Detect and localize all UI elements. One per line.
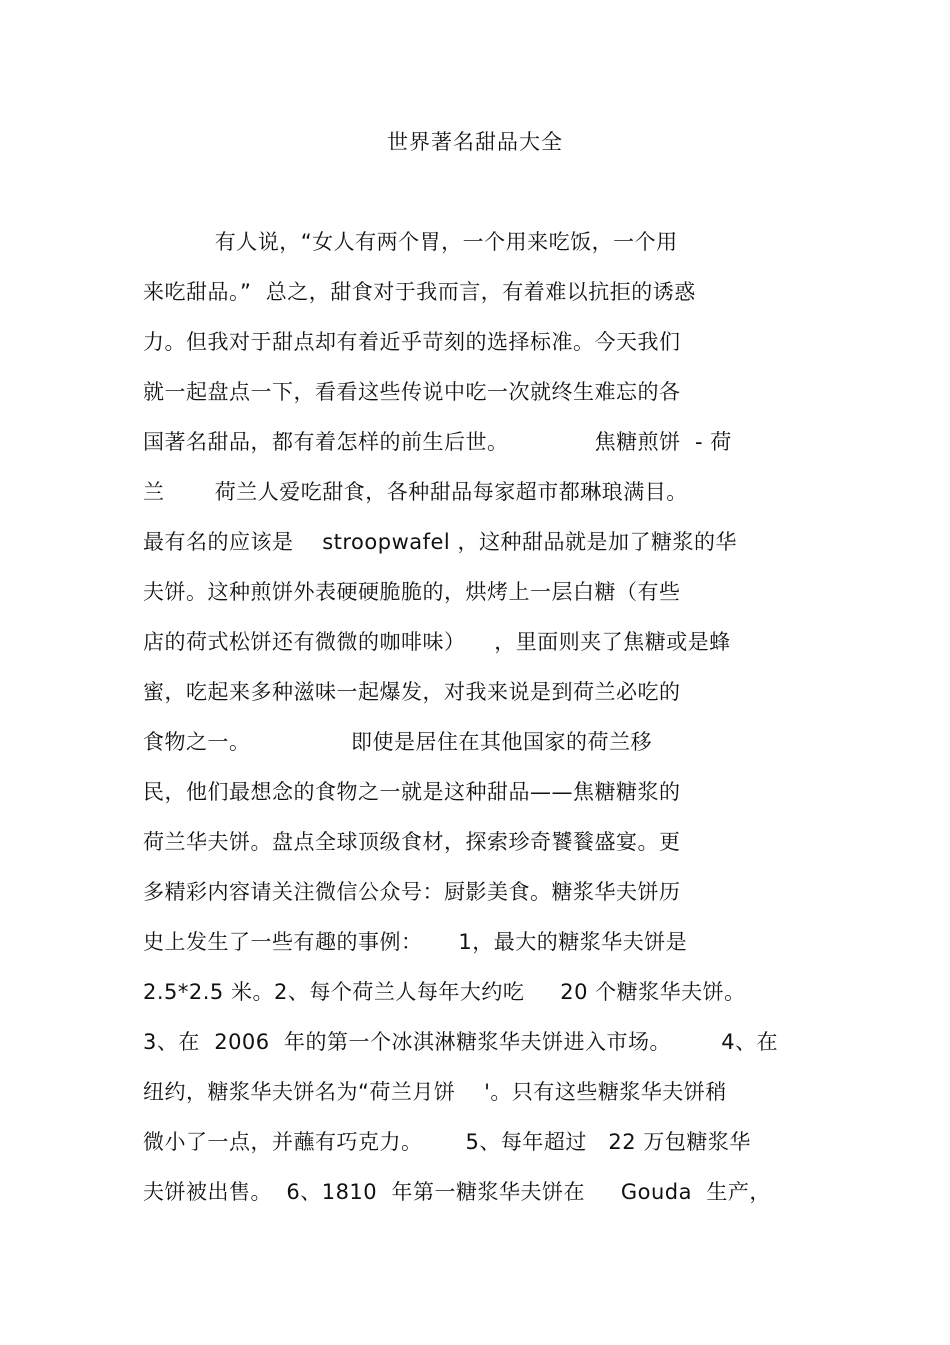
body-line: 蜜，吃起来多种滋味一起爆发，对我来说是到荷兰必吃的	[143, 680, 681, 704]
body-line: 就一起盘点一下，看看这些传说中吃一次就终生难忘的各	[143, 380, 681, 404]
body-line: 荷兰华夫饼。盘点全球顶级食材，探索珍奇饕餮盛宴。更	[143, 830, 681, 854]
body-line: 力。但我对于甜点却有着近乎苛刻的选择标准。今天我们	[143, 330, 681, 354]
body-line: 食物之一。 即使是居住在其他国家的荷兰移	[143, 730, 652, 754]
body-line: 微小了一点，并蘸有巧克力。 5、每年超过 22 万包糖浆华	[143, 1130, 751, 1154]
body-line: 民，他们最想念的食物之一就是这种甜品——焦糖糖浆的	[143, 780, 681, 804]
body-line: 来吃甜品。” 总之，甜食对于我而言，有着难以抗拒的诱惑	[143, 280, 696, 304]
body-line: 史上发生了一些有趣的事例： 1，最大的糖浆华夫饼是	[143, 930, 688, 954]
body-line: 有人说，“女人有两个胃，一个用来吃饭，一个用	[143, 230, 678, 254]
body-line: 夫饼被出售。 6、1810 年第一糖浆华夫饼在 Gouda 生产，	[143, 1180, 771, 1204]
body-line: 最有名的应该是 stroopwafel ，这种甜品就是加了糖浆的华	[143, 530, 737, 554]
body-line: 店的荷式松饼还有微微的咖啡味） ，里面则夹了焦糖或是蜂	[143, 630, 731, 654]
body-line: 纽约，糖浆华夫饼名为“荷兰月饼 '。只有这些糖浆华夫饼稍	[143, 1080, 727, 1104]
body-line: 多精彩内容请关注微信公众号：厨影美食。糖浆华夫饼历	[143, 880, 681, 904]
document-body	[143, 228, 823, 1228]
body-line: 兰 荷兰人爱吃甜食，各种甜品每家超市都琳琅满目。	[143, 480, 688, 504]
body-line: 2.5*2.5 米。2、每个荷兰人每年大约吃 20 个糖浆华夫饼。	[143, 980, 746, 1004]
body-line: 夫饼。这种煎饼外表硬硬脆脆的，烘烤上一层白糖（有些	[143, 580, 681, 604]
body-line: 3、在 2006 年的第一个冰淇淋糖浆华夫饼进入市场。 4、在	[143, 1030, 779, 1054]
body-line: 国著名甜品，都有着怎样的前生后世。 焦糖煎饼 - 荷	[143, 430, 732, 454]
document-title: 世界著名甜品大全	[387, 130, 563, 154]
